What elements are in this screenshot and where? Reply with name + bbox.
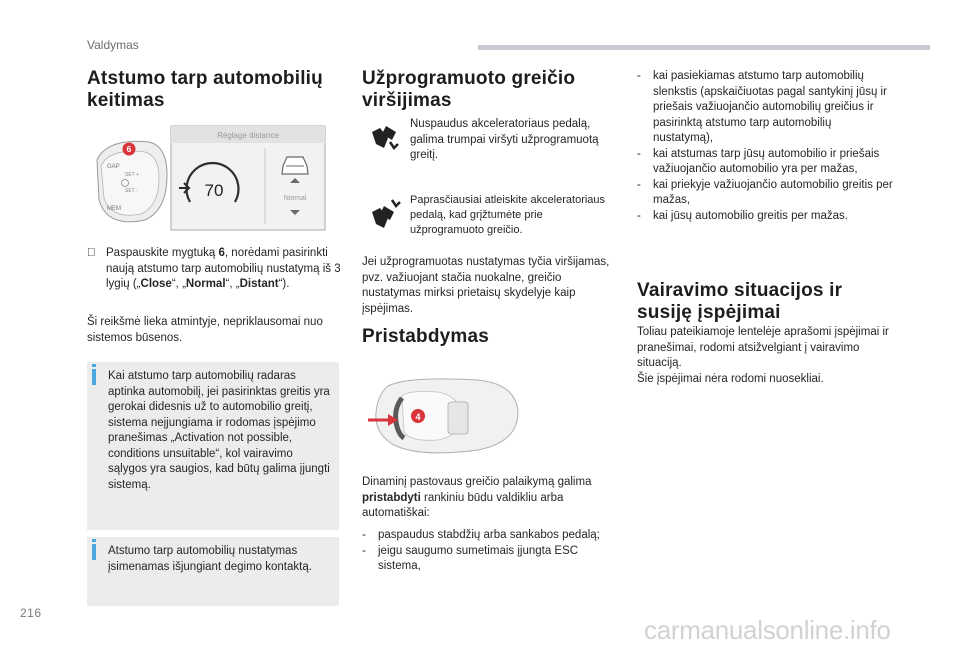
bullet-text-distant: Distant [239,278,279,290]
bullet-text-5: “). [278,278,290,290]
list-item: - kai atstumas tarp jūsų automobilio ir priešais važiuojančio automobilio yra per mažas, [637,147,893,178]
info-box-radar [87,362,339,530]
display-mode: Normal [283,195,307,202]
lever-set-minus-label: SET - [125,188,138,194]
pause-list [362,528,616,575]
watermark: carmanualsonline.info [644,615,891,645]
distance-figure [87,120,339,235]
overspeed-release-text: Paprasčiausiai atleiskite akceleratoriaus pedalą, kad grįžtumėte prie užprogramuoto greičio. [410,194,606,236]
display-speed: 70 [204,181,224,200]
bullet-text-2: , norėdami pasirinkti naują atstumo tarp automobilių nustatymą iš 3 lygių („ [106,247,341,290]
section-title-pause: Pristabdymas [362,326,490,347]
bullet-text-close: Close [140,278,172,290]
steering-control-illustration [87,120,339,235]
list-item: - kai priekyje važiuojančio automobilio greitis per mažas, [637,178,893,209]
section-title-situations: Vairavimo situacijos ir susiję įspėjimai [637,280,843,323]
lever-mem-label: MEM [107,206,121,212]
info-box-memory-text: Atstumo tarp automobilių nustatymas įsimenamas išjungiant degimo kontaktą. [108,545,312,573]
accelerator-press-icon [366,118,402,154]
lever-set-plus-label: SET + [125,172,139,178]
section-title-overspeed: Užprogramuoto greičio viršijimas [362,68,576,111]
info-icon [92,369,96,385]
list-item: - jeigu saugumo sumetimais įjungta ESC sistema, [362,544,616,575]
callout-4-number: 4 [415,412,421,422]
callout-6-number: 6 [126,144,132,154]
bullet-text-button: 6 [218,247,225,259]
header-bar [478,45,930,50]
info-icon [92,544,96,560]
info-box-radar-text: Kai atstumo tarp automobilių radaras aptinka automobilį, jei pasirinktas greitis yra gerokai didesnis už to automobilio greitį, sistema neįjungiama ir rodomas įspėjimo pranešimas „Activation not possible, conditions unsuitable“, kol vairavimo sąlygos yra saugios, kad būtų galima įjungti sistemą. [108,370,330,491]
situations-paragraph: Toliau pateikiamoje lentelėje aprašomi įspėjimai ir pranešimai, rodomi atsižvelgiant į vairavimo situaciją. Šie įspėjimai nėra rodomi nuosekliai. [637,326,889,385]
foot-release-icon [366,196,402,237]
pause-paragraph [362,475,616,522]
foot-press-icon [366,118,402,159]
pause-text-bold: pristabdyti [362,491,421,504]
overspeed-paragraph: Jei užprogramuotas nustatymas tyčia viršijamas, pvz. važiuojant stačia nuokalne, greičio nustatymas mirksi prietaisų skydelyje kaip įspėjimas. [362,256,610,315]
list-item: - paspaudus stabdžių arba sankabos pedalą; [362,528,616,544]
pause-text-1: Dinaminį pastovaus greičio palaikymą galima [362,476,592,488]
bullet-text-1: Paspauskite mygtuką [106,247,219,259]
pause-figure [368,372,528,467]
bullet-select-distance [87,246,341,293]
pause-control-illustration [368,372,528,462]
display-title: Réglage distance [217,131,279,140]
overspeed-press-text: Nuspaudus akceleratoriaus pedalą, galima trumpai viršyti užprogramuotą greitį. [410,118,599,161]
list-item: - kai pasiekiamas atstumo tarp automobilių slenkstis (apskaičiuotas pagal santykinį jūsų ir priešais važiuojančio automobilių greičius ir pasirinktą atstumo tarp automobilių nustatymą), [637,69,893,147]
bullet-text-3: “, „ [171,278,186,290]
info-box-memory [87,537,339,606]
pause-conditions-list [637,69,893,224]
section-label: Valdymas [87,38,139,52]
page-number: 216 [20,606,42,620]
section-title-distance: Atstumo tarp automobilių keitimas [87,68,323,111]
lever-gap-label: GAP [107,164,120,170]
pause-text-2: rankiniu būdu valdikliu arba automatiškai: [362,491,564,519]
bullet-text-normal: Normal [185,278,226,290]
bullet-text-4: “, „ [225,278,240,290]
memory-paragraph: Ši reikšmė lieka atmintyje, nepriklausomai nuo sistemos būsenos. [87,316,323,344]
list-item: - kai jūsų automobilio greitis per mažas. [637,209,893,225]
accelerator-release-icon [366,196,402,232]
bullet-arrow [87,246,96,262]
